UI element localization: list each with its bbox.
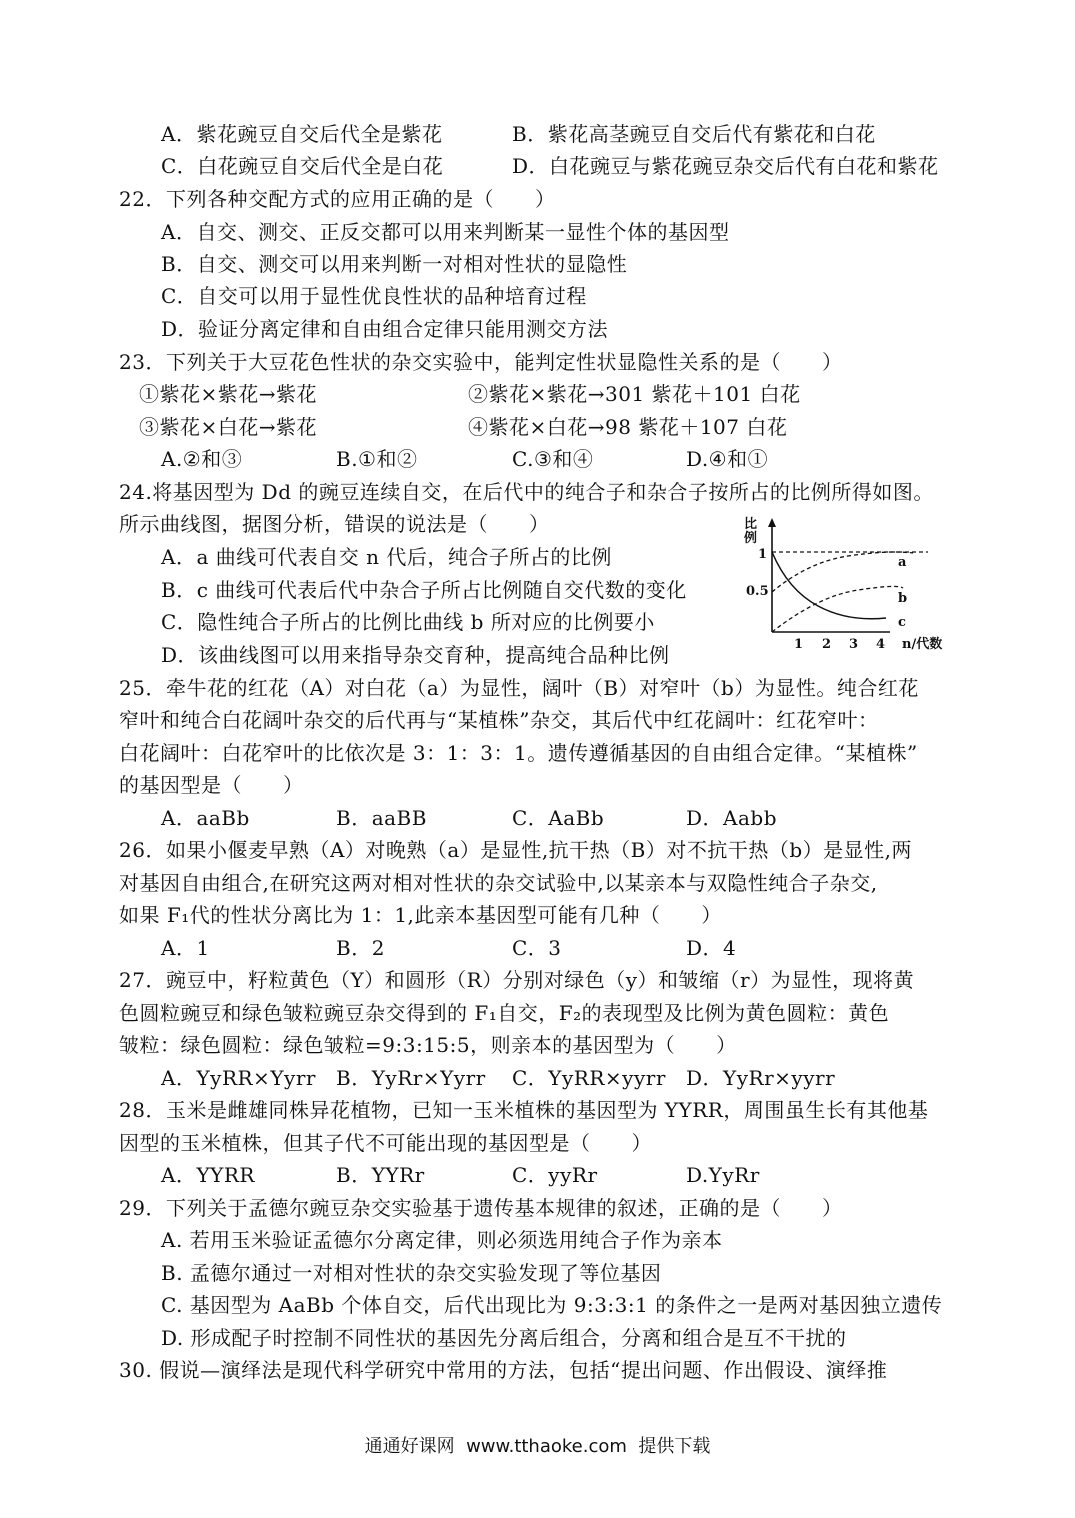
y-axis-arrow — [768, 518, 776, 527]
q27-option-a: A．YyRR×Yyrr — [161, 1066, 316, 1090]
q28-option-b: B．YYRr — [336, 1163, 425, 1187]
q29-option-d: D. 形成配子时控制不同性状的基因先分离后组合，分离和组合是互不干扰的 — [161, 1326, 847, 1350]
q28-stem-line-1: 28．玉米是雌雄同株异花植物，已知一玉米植株的基因型为 YYRR，周围虽生长有其他基 — [119, 1098, 929, 1122]
q25-stem-line-3: 白花阔叶：白花窄叶的比依次是 3：1：3：1。遗传遵循基因的自由组合定律。“某植株” — [119, 741, 918, 765]
q22-option-c: C．自交可以用于显性优良性状的品种培育过程 — [161, 284, 587, 308]
q25-option-d: D．Aabb — [686, 806, 778, 830]
q23-stem: 23．下列关于大豆花色性状的杂交实验中，能判定性状显隐性关系的是（ ） — [119, 350, 843, 374]
q23-option-d: D.④和① — [686, 447, 769, 471]
q27-stem-line-1: 27．豌豆中，籽粒黄色（Y）和圆形（R）分别对绿色（y）和皱缩（r）为显性，现将黄 — [119, 968, 915, 992]
y-tick-1: 1 — [758, 547, 768, 562]
q25-option-b: B．aaBB — [336, 806, 427, 830]
q21-option-b: B．紫花高茎豌豆自交后代有紫花和白花 — [512, 122, 876, 146]
q28-stem-line-2: 因型的玉米植株，但其子代不可能出现的基因型是（ ） — [119, 1131, 652, 1155]
q26-option-b: B．2 — [336, 936, 385, 960]
q26-option-c: C．3 — [512, 936, 562, 960]
q23-option-b: B.①和② — [336, 447, 418, 471]
q25-option-a: A．aaBb — [161, 806, 250, 830]
y-axis-label: 比例 — [744, 517, 758, 546]
q29-stem: 29．下列关于孟德尔豌豆杂交实验基于遗传基本规律的叙述，正确的是（ ） — [119, 1196, 843, 1220]
curve-c-label: c — [898, 615, 906, 630]
q23-cross-1: ①紫花×紫花→紫花 — [139, 382, 318, 406]
q28-option-d: D.YyRr — [686, 1163, 760, 1187]
x-tick-1: 1 — [794, 637, 804, 652]
q26-stem-line-1: 26．如果小偃麦早熟（A）对晚熟（a）是显性,抗干热（B）对不抗干热（b）是显性,两 — [119, 838, 913, 862]
curve-b-label: b — [898, 591, 908, 606]
q22-option-b: B．自交、测交可以用来判断一对相对性状的显隐性 — [161, 252, 628, 276]
y-tick-0-5: 0.5 — [746, 584, 769, 599]
q27-option-b: B．YyRr×Yyrr — [336, 1066, 486, 1090]
q28-option-a: A．YYRR — [161, 1163, 255, 1187]
q27-stem-line-3: 皱粒：绿色圆粒：绿色皱粒=9:3:15:5，则亲本的基因型为（ ） — [119, 1033, 737, 1057]
q24-curve-svg — [738, 514, 960, 662]
q27-option-d: D．YyRr×yyrr — [686, 1066, 836, 1090]
page-footer: 通通好课网 www.tthaoke.com 提供下载 — [364, 1436, 711, 1457]
x-axis-label: n/代数 — [902, 637, 943, 652]
q24-option-d: D．该曲线图可以用来指导杂交育种，提高纯合品种比例 — [161, 643, 670, 667]
q22-option-a: A．自交、测交、正反交都可以用来判断某一显性个体的基因型 — [161, 220, 730, 244]
q28-option-c: C．yyRr — [512, 1163, 598, 1187]
q24-option-a: A．a 曲线可代表自交 n 代后，纯合子所占的比例 — [161, 545, 612, 569]
q26-option-a: A．1 — [161, 936, 210, 960]
q24-stem-line-1: 24.将基因型为 Dd 的豌豆连续自交，在后代中的纯合子和杂合子按所占的比例所得如图。 — [119, 480, 934, 504]
q26-option-d: D．4 — [686, 936, 737, 960]
q25-stem-line-4: 的基因型是（ ） — [119, 773, 304, 797]
q25-stem-line-2: 窄叶和纯合白花阔叶杂交的后代再与“某植株”杂交，其后代中红花阔叶：红花窄叶： — [119, 708, 879, 732]
q29-option-b: B. 孟德尔通过一对相对性状的杂交实验发现了等位基因 — [161, 1261, 662, 1285]
q30-stem: 30. 假说—演绎法是现代科学研究中常用的方法，包括“提出问题、作出假设、演绎推 — [119, 1358, 888, 1382]
x-tick-2: 2 — [822, 637, 832, 652]
q23-cross-2: ②紫花×紫花→301 紫花＋101 白花 — [468, 382, 801, 406]
q27-stem-line-2: 色圆粒豌豆和绿色皱粒豌豆杂交得到的 F₁自交，F₂的表现型及比例为黄色圆粒：黄色 — [119, 1001, 890, 1025]
curve-a-label: a — [898, 555, 907, 570]
q24-stem-line-2: 所示曲线图，据图分析，错误的说法是（ ） — [119, 512, 550, 536]
x-tick-3: 3 — [849, 637, 859, 652]
curve-c — [772, 552, 886, 619]
q29-option-c: C. 基因型为 AaBb 个体自交，后代出现比为 9:3:3:1 的条件之一是两对基因独立遗传 — [161, 1293, 943, 1317]
q23-cross-4: ④紫花×白花→98 紫花＋107 白花 — [468, 415, 788, 439]
q23-option-a: A.②和③ — [161, 447, 243, 471]
q24-option-b: B．c 曲线可代表后代中杂合子所占比例随自交代数的变化 — [161, 578, 687, 602]
q23-option-c: C.③和④ — [512, 447, 594, 471]
q26-stem-line-2: 对基因自由组合,在研究这两对相对性状的杂交试验中,以某亲本与双隐性纯合子杂交, — [119, 871, 878, 895]
q21-option-d: D．白花豌豆与紫花豌豆杂交后代有白花和紫花 — [512, 154, 939, 178]
q25-stem-line-1: 25．牵牛花的红花（A）对白花（a）为显性，阔叶（B）对窄叶（b）为显性。纯合红花 — [119, 676, 919, 700]
q21-option-a: A．紫花豌豆自交后代全是紫花 — [161, 122, 443, 146]
q22-option-d: D．验证分离定律和自由组合定律只能用测交方法 — [161, 317, 609, 341]
q22-stem: 22．下列各种交配方式的应用正确的是（ ） — [119, 187, 556, 211]
q27-option-c: C．YyRR×yyrr — [512, 1066, 666, 1090]
x-tick-4: 4 — [876, 637, 886, 652]
curve-b — [772, 586, 903, 632]
q21-option-c: C．白花豌豆自交后代全是白花 — [161, 154, 444, 178]
q29-option-a: A. 若用玉米验证孟德尔分离定律，则必须选用纯合子作为亲本 — [161, 1228, 723, 1252]
q24-curve-figure — [738, 514, 960, 662]
q25-option-c: C．AaBb — [512, 806, 605, 830]
q26-stem-line-3: 如果 F₁代的性状分离比为 1：1,此亲本基因型可能有几种（ ） — [119, 903, 722, 927]
q24-option-c: C．隐性纯合子所占的比例比曲线 b 所对应的比例要小 — [161, 610, 655, 634]
q23-cross-3: ③紫花×白花→紫花 — [139, 415, 318, 439]
